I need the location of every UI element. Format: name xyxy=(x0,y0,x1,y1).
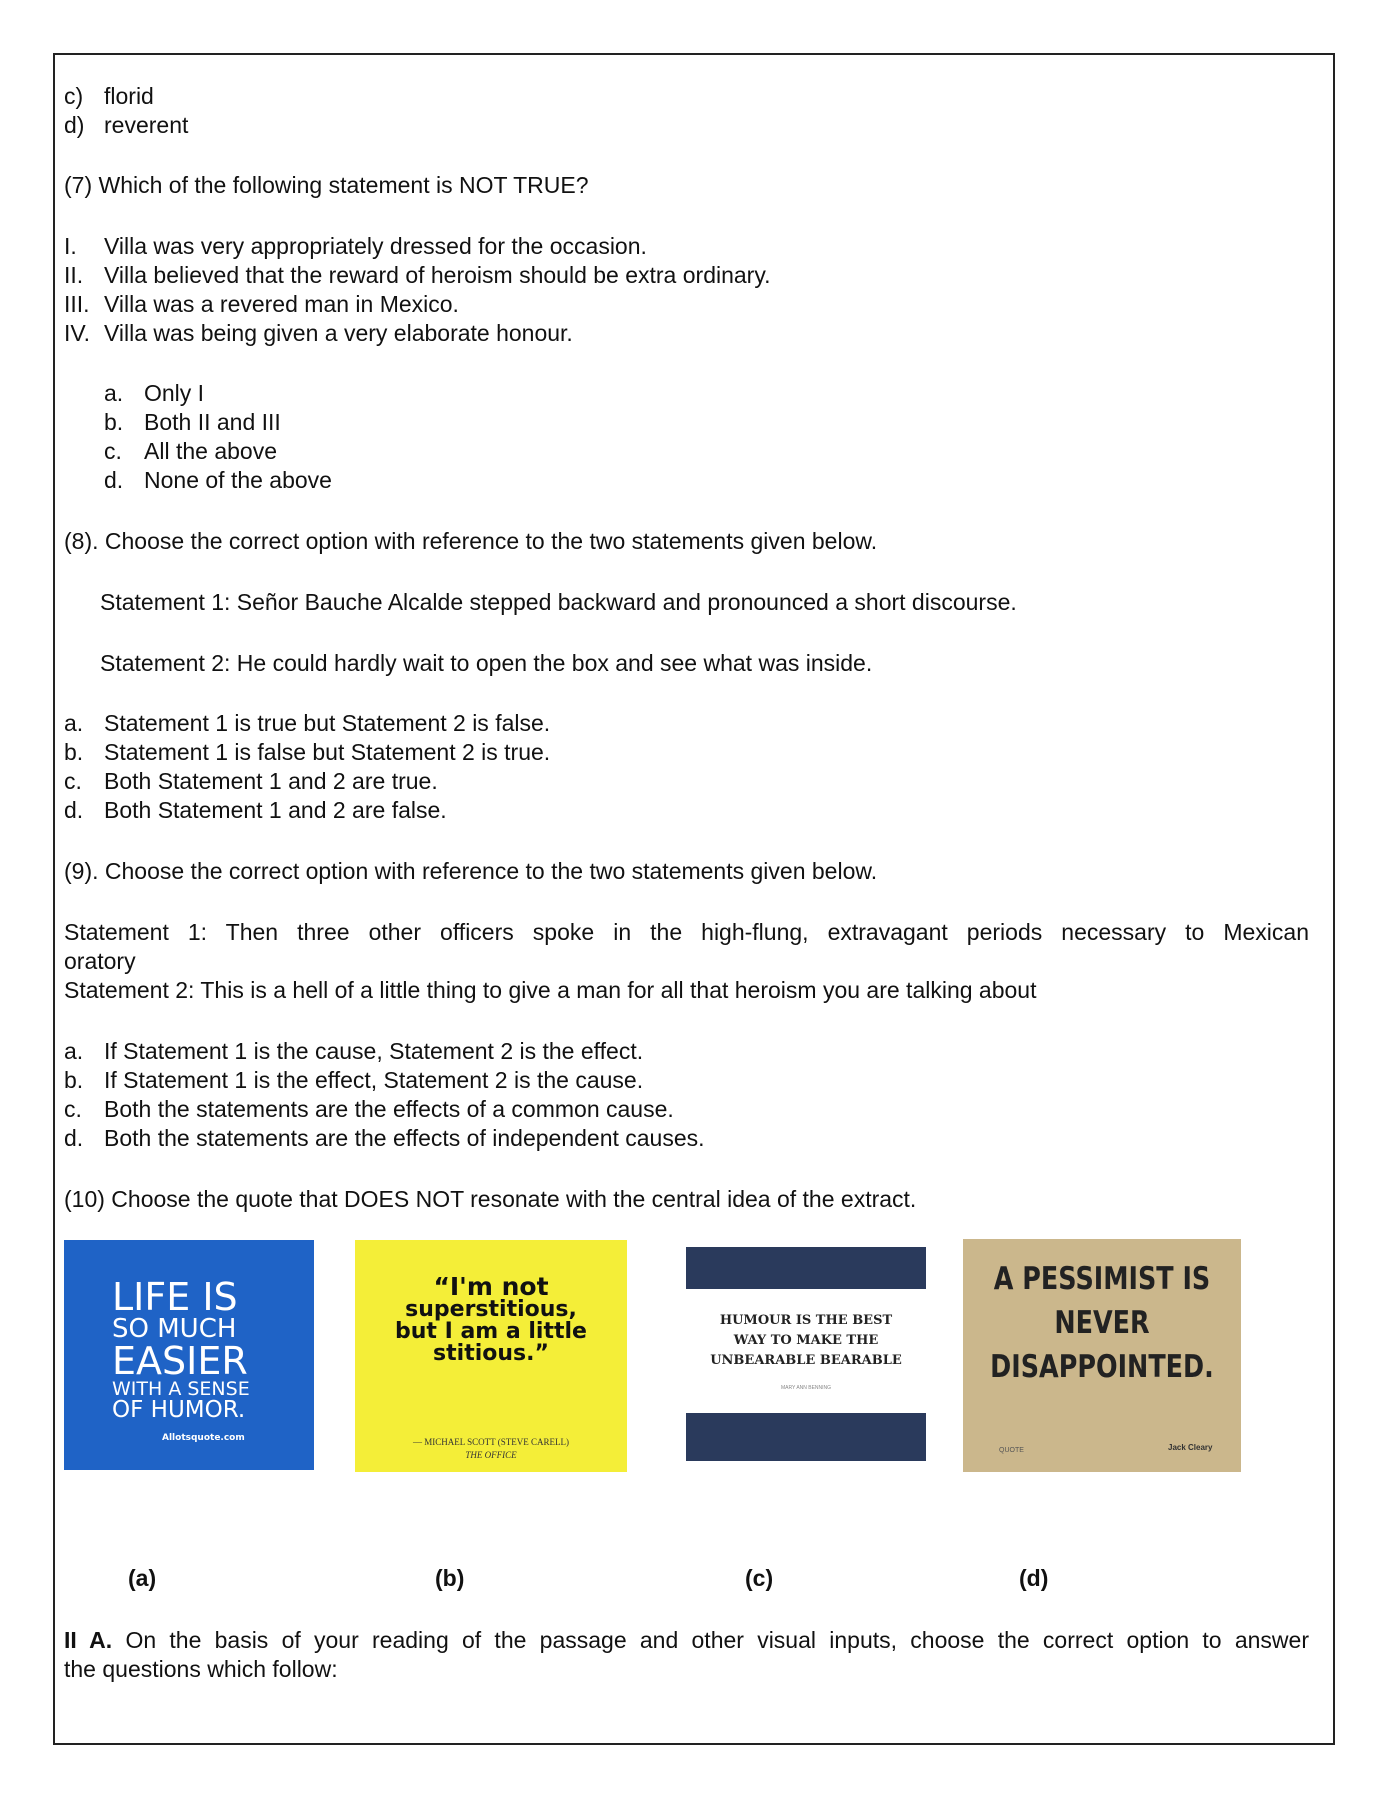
statement-iv: IV. Villa was being given a very elaborate honour. xyxy=(64,320,573,346)
question-8: (8). Choose the correct option with reference to the two statements given below. xyxy=(64,528,878,554)
statement-iii: III. Villa was a revered man in Mexico. xyxy=(64,291,459,317)
quote-a-line-5: OF HUMOR. xyxy=(112,1397,246,1423)
q9-statement-1-cont: oratory xyxy=(64,948,136,974)
caption-d: (d) xyxy=(1019,1565,1049,1591)
quote-d-line-3: DISAPPOINTED. xyxy=(990,1349,1214,1385)
question-10: (10) Choose the quote that DOES NOT resonate with the central idea of the extract. xyxy=(64,1186,917,1212)
q7-option-a: a. Only I xyxy=(104,380,205,406)
q8-statement-2: Statement 2: He could hardly wait to open the box and see what was inside. xyxy=(100,650,873,676)
quote-c-author: MARY ANN BENNING xyxy=(780,1385,832,1391)
quote-image-d xyxy=(963,1239,1241,1472)
q8-option-d: d. Both Statement 1 and 2 are false. xyxy=(64,797,447,823)
quote-b-line-2: superstitious, xyxy=(405,1297,577,1322)
q8-option-c: c. Both Statement 1 and 2 are true. xyxy=(64,768,438,794)
quote-b-line-1: “I'm not xyxy=(433,1272,549,1301)
q8-statement-1: Statement 1: Señor Bauche Alcalde stepped backward and pronounced a short discourse. xyxy=(100,589,1017,615)
q9-statement-2: Statement 2: This is a hell of a little thing to give a man for all that heroism you are talking about xyxy=(64,977,1037,1003)
section-heading: II A. xyxy=(64,1627,113,1653)
quote-a-line-4: WITH A SENSE xyxy=(112,1378,250,1400)
q9-option-b: b. If Statement 1 is the effect, Statement 2 is the cause. xyxy=(64,1067,644,1093)
quote-image-c xyxy=(686,1247,926,1467)
option-c: c) florid xyxy=(64,83,154,109)
section-intro xyxy=(64,1626,1309,1654)
quote-b-line-4: stitious.” xyxy=(433,1341,549,1366)
q8-option-a: a. Statement 1 is true but Statement 2 is false. xyxy=(64,710,551,736)
q7-option-d: d. None of the above xyxy=(104,467,332,493)
statement-ii: II. Villa believed that the reward of heroism should be extra ordinary. xyxy=(64,262,771,288)
quote-c-top-band xyxy=(686,1247,926,1289)
q7-option-b: b. Both II and III xyxy=(104,409,281,435)
q9-option-a: a. If Statement 1 is the cause, Statement 2 is the effect. xyxy=(64,1038,644,1064)
quote-a-line-3: EASIER xyxy=(112,1339,248,1383)
quote-b-author: — MICHAEL SCOTT (STEVE CARELL) xyxy=(413,1437,569,1447)
q8-option-b: b. Statement 1 is false but Statement 2 is true. xyxy=(64,739,551,765)
caption-a: (a) xyxy=(128,1565,157,1591)
quote-d-site: QUOTE xyxy=(999,1447,1024,1454)
caption-b: (b) xyxy=(435,1565,465,1591)
quote-c-line-3: UNBEARABLE BEARABLE xyxy=(710,1353,902,1368)
quote-d-line-1: A PESSIMIST IS xyxy=(993,1261,1211,1297)
quote-c-line-1: HUMOUR IS THE BEST xyxy=(719,1313,893,1328)
quote-d-line-2: NEVER xyxy=(1054,1305,1150,1341)
q9-option-d: d. Both the statements are the effects of independent causes. xyxy=(64,1125,705,1151)
quote-c-line-2: WAY TO MAKE THE xyxy=(733,1333,879,1348)
caption-c: (c) xyxy=(745,1565,774,1591)
question-7: (7) Which of the following statement is NOT TRUE? xyxy=(64,172,589,198)
q9-statement-1: Statement 1: Then three other officers spoke in the high-flung, extravagant periods necessary to Mexican xyxy=(64,919,1309,945)
question-9: (9). Choose the correct option with reference to the two statements given below. xyxy=(64,858,878,884)
quote-b-source: THE OFFICE xyxy=(465,1450,517,1460)
quote-b-line-3: but I am a little xyxy=(395,1319,587,1344)
quote-a-site: Allotsquote.com xyxy=(162,1433,245,1443)
section-intro-line-2: the questions which follow: xyxy=(64,1656,338,1682)
q9-option-c: c. Both the statements are the effects of a common cause. xyxy=(64,1096,674,1122)
option-d: d) reverent xyxy=(64,112,189,138)
quote-a-line-1: LIFE IS xyxy=(112,1275,238,1319)
quote-image-a xyxy=(64,1240,314,1470)
statement-i: I. Villa was very appropriately dressed for the occasion. xyxy=(64,233,647,259)
quote-c-bottom-band xyxy=(686,1413,926,1461)
quote-d-author: Jack Cleary xyxy=(1168,1443,1213,1452)
section-intro-line-1: On the basis of your reading of the passage and other visual inputs, choose the correct option to answer xyxy=(112,1627,1309,1653)
quote-a-line-2: SO MUCH xyxy=(112,1314,237,1344)
quote-image-b xyxy=(355,1240,627,1472)
q7-option-c: c. All the above xyxy=(104,438,277,464)
